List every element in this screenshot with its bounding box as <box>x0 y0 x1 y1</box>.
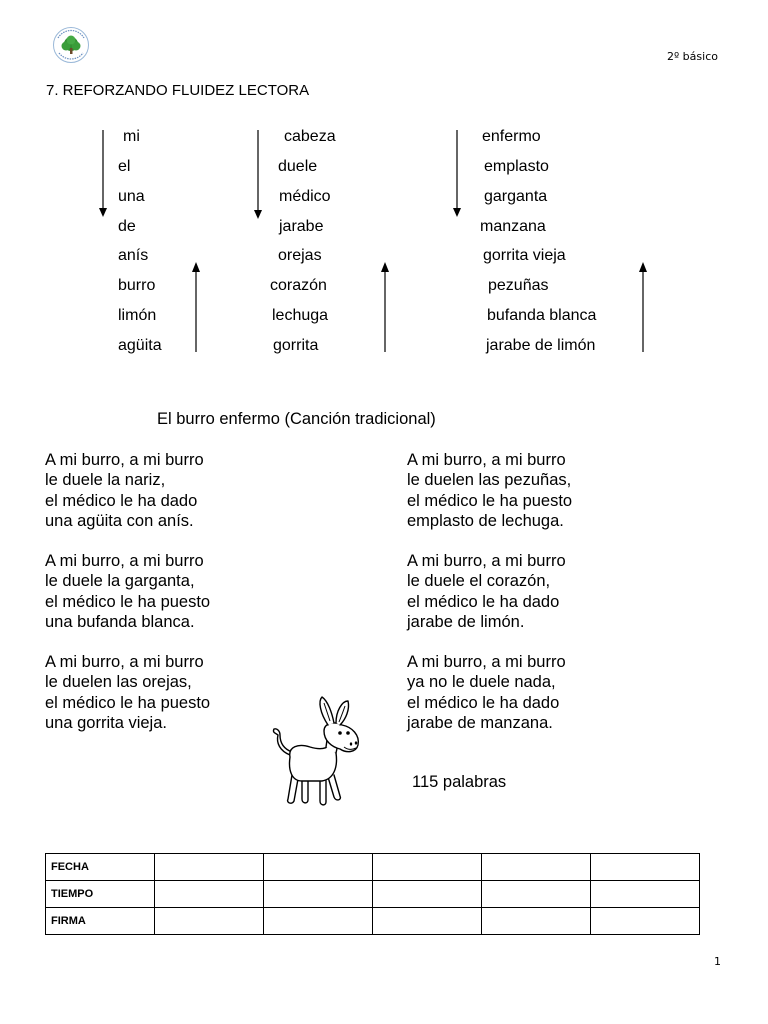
word-item: burro <box>118 277 156 294</box>
word-item: bufanda blanca <box>487 307 597 324</box>
verse-line: el médico le ha puesto <box>45 592 211 611</box>
stanza <box>45 551 210 632</box>
tree-logo-icon <box>52 26 90 64</box>
word-item: médico <box>279 188 331 205</box>
verse-line: el médico le ha dado <box>407 693 560 712</box>
verse-line: ya no le duele nada, <box>407 673 556 692</box>
table-cell[interactable] <box>264 881 373 908</box>
down-arrow-icon <box>95 128 111 220</box>
table-cell[interactable] <box>373 854 482 881</box>
table-row <box>46 854 700 881</box>
word-item: gorrita vieja <box>483 247 566 264</box>
verse-line: A mi burro, a mi burro <box>407 552 566 570</box>
table-cell[interactable] <box>591 881 700 908</box>
word-item: duele <box>278 158 318 175</box>
verse-line: le duele la nariz, <box>45 471 166 490</box>
verse-line: A mi burro, a mi burro <box>45 653 204 671</box>
word-item: limón <box>118 307 157 324</box>
donkey-illustration <box>268 695 363 813</box>
table-cell[interactable] <box>482 881 591 908</box>
stanza <box>45 450 204 531</box>
word-item: lechuga <box>272 307 329 324</box>
word-item: de <box>118 218 136 235</box>
table-cell[interactable] <box>591 854 700 881</box>
verse-line: el médico le ha dado <box>407 592 560 611</box>
grade-label: 2º básico <box>667 50 718 63</box>
word-count: 115 palabras <box>412 773 507 791</box>
word-item: enfermo <box>482 128 541 145</box>
verse-line: le duelen las pezuñas, <box>407 471 572 490</box>
verse-line: una gorrita vieja. <box>45 713 167 732</box>
word-item: jarabe de limón <box>486 337 596 354</box>
stanza <box>407 450 572 531</box>
word-item: corazón <box>270 277 327 294</box>
word-item: mi <box>123 128 140 145</box>
table-cell[interactable] <box>264 854 373 881</box>
word-item: cabeza <box>284 128 336 145</box>
reading-record-table <box>45 853 700 935</box>
word-item: jarabe <box>279 218 324 235</box>
verse-line: el médico le ha dado <box>45 491 198 510</box>
song-title: El burro enfermo (Canción tradicional) <box>157 410 436 428</box>
row-label: TIEMPO <box>46 881 155 908</box>
row-label: FECHA <box>46 854 155 881</box>
verse-line: A mi burro, a mi burro <box>407 451 566 469</box>
table-cell[interactable] <box>591 908 700 935</box>
verse-line: jarabe de manzana. <box>407 713 553 732</box>
verse-line: le duelen las orejas, <box>45 673 192 692</box>
word-item: orejas <box>278 247 322 264</box>
table-cell[interactable] <box>482 908 591 935</box>
verse-line: le duele el corazón, <box>407 572 551 591</box>
table-row <box>46 881 700 908</box>
word-item: pezuñas <box>488 277 549 294</box>
stanza <box>407 551 566 632</box>
verse-line: A mi burro, a mi burro <box>45 552 204 570</box>
table-cell[interactable] <box>482 854 591 881</box>
up-arrow-icon <box>188 260 204 354</box>
verse-line: le duele la garganta, <box>45 572 195 591</box>
stanza <box>407 652 566 733</box>
up-arrow-icon <box>635 260 651 354</box>
row-label: FIRMA <box>46 908 155 935</box>
up-arrow-icon <box>377 260 393 354</box>
verse-line: A mi burro, a mi burro <box>45 451 204 469</box>
table-cell[interactable] <box>264 908 373 935</box>
down-arrow-icon <box>250 128 266 222</box>
word-item: anís <box>118 247 149 264</box>
table-row <box>46 908 700 935</box>
page-number: 1 <box>714 955 721 968</box>
word-item: gorrita <box>273 337 319 354</box>
verse-line: una agüita con anís. <box>45 511 194 530</box>
word-item: manzana <box>480 218 546 235</box>
section-title: 7. REFORZANDO FLUIDEZ LECTORA <box>46 82 310 99</box>
foundation-logo <box>52 26 90 64</box>
verse-line: el médico le ha puesto <box>407 491 573 510</box>
verse-line: una bufanda blanca. <box>45 612 195 631</box>
table-cell[interactable] <box>155 908 264 935</box>
table-cell[interactable] <box>155 854 264 881</box>
table-cell[interactable] <box>155 881 264 908</box>
word-item: agüita <box>118 337 162 354</box>
word-item: el <box>118 158 131 175</box>
word-item: garganta <box>484 188 548 205</box>
down-arrow-icon <box>449 128 465 220</box>
table-cell[interactable] <box>373 908 482 935</box>
verse-line: emplasto de lechuga. <box>407 511 564 530</box>
verse-line: A mi burro, a mi burro <box>407 653 566 671</box>
table-cell[interactable] <box>373 881 482 908</box>
word-item: emplasto <box>484 158 549 175</box>
stanza <box>45 652 210 733</box>
word-item: una <box>118 188 145 205</box>
verse-line: jarabe de limón. <box>407 612 525 631</box>
verse-line: el médico le ha puesto <box>45 693 211 712</box>
